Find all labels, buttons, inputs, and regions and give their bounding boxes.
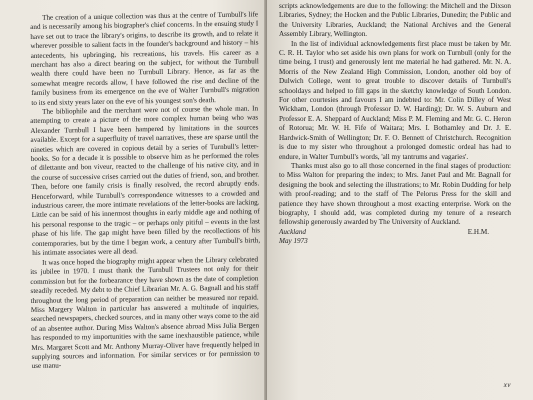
signature-date: May 1973 [279, 237, 308, 246]
right-page [267, 0, 533, 400]
signature-initials: E.H.M. [467, 227, 489, 236]
signature-place: Auckland [279, 227, 306, 236]
left-paragraph-1: The creation of a unique collection was thus at the centre of Turnbull's life and is necessarily among his biographer's chief concerns. In the ensuing study I have set out to trace the library's origins, to describe its growth, and to relate it wherever possible to salient facts in the founder's background and history – his antecedents, his upbringing, his recreations, his travels. His career as a merchant has also a direct bearing on the subject, for without the Turnbull wealth there could have been no Turnbull Library. Hence, as far as the somewhat meagre records allow, I have followed the rise and decline of the family business from its emergence on the eve of Walter Turnbull's migration to its end sixty years later on the eve of his youngest son's death. [30, 10, 260, 107]
page-number: xv [503, 381, 511, 389]
left-paragraph-3: It was once hoped the biography might appear when the Library celebrated its jubilee in 1970. I must thank the Turnbull Trustees not only for their commission but for the forbearance they have shown as the date of completion steadily receded. My debt to the Chief Librarian Mr. A. G. Bagnall and his staff throughout the long period of preparation can neither be measured nor repaid. Miss Margery Walton in particular has answered a multitude of inquiries, searched newspapers, checked sources, and in many other ways come to the aid of an absentee author. During Miss Walton's absence abroad Miss Julia Bergen has responded to my importunities with the same inexhaustible patience, while Mrs. Margaret Scott and Mr. Anthony Murray-Oliver have frequently helped in supplying sources and information. For similar services or for permission to use manu- [30, 254, 260, 371]
left-paragraph-2: The bibliophile and the merchant were not of course the whole man. In attempting to create a picture of the more complex human being who was Alexander Turnbull I have been hampered by limitations in the sources available. Except for a superfluity of travel narratives, these are sparse until the nineties which are covered in copious detail by a series of Turnbull's letter-books. So for a decade it is possible to observe him as he performed the roles of dilettante and bon viveur, reacted to the challenge of his native city, and in the course of successive crises carried out the duties of friend, son, and brother. Then, before one family crisis is finally resolved, the record abruptly ends. Henceforward, while Turnbull's correspondence witnesses to a crowded and industrious career, the more intimate revelations of the letter-books are lacking. Little can be said of his innermost thoughts in early middle age and nothing of his personal response to the tragic – or perhaps only pitiful – events in the last phase of his life. The gap might have been filled by the recollections of his contemporaries, but by the time I began work, a century after Turnbull's birth, his intimate associates were all dead. [30, 104, 261, 258]
right-paragraph-1: scripts acknowledgements are due to the following: the Mitchell and the Dixson Libraries, Sydney; the Hocken and the Public Libraries, Dunedin; the Public and the University Libraries, Auckland; the National Archives and the General Assembly Library, Wellington. [279, 2, 511, 39]
right-paragraph-2: In the list of individual acknowledgements first place must be taken by Mr. C. R. H. Taylor who set aside his own plans for work on Turnbull (only for the time being, I trust) and generously lent me material he had gathered. Mr. N. A. Morris of the New Zealand High Commission, London, another old boy of Dulwich College, went to great trouble to discover details of Turnbull's schooldays and helped to fill gaps in the sketchy knowledge of South London. For other courtesies and favours I am indebted to: Mr. Colin Dilley of West Wickham, London (through Professor D. W. Harding); Dr. W. S. Auburn and Professor E. A. Sheppard of Auckland; Miss P. M. Fleming and Mr. G. C. Heron of Rotorua; Mr. W. H. Fife of Waitara; Mrs. I. Bothamley and Dr. J. E. Hardwick-Smith of Wellington; Dr. F. O. Bennett of Christchurch. Recognition is due to my sister who throughout a prolonged domestic ordeal has had to endure, in Walter Turnbull's words, 'all my tantrums and vagaries'. [279, 39, 511, 161]
signature-row [279, 228, 511, 237]
left-page [0, 0, 266, 400]
right-paragraph-3: Thanks must also go to all those concerned in the final stages of production: to Miss Walton for preparing the index; to Mrs. Janet Paul and Mr. Bagnall for designing the book and selecting the illustrations; to Mr. Robin Dudding for help with proof-reading; and to the staff of The Pelorus Press for the skill and patience they have shown throughout a most exacting enterprise. Work on the biography, I should add, was completed during my tenure of a research fellowship generously awarded by The University of Auckland. [279, 161, 511, 227]
